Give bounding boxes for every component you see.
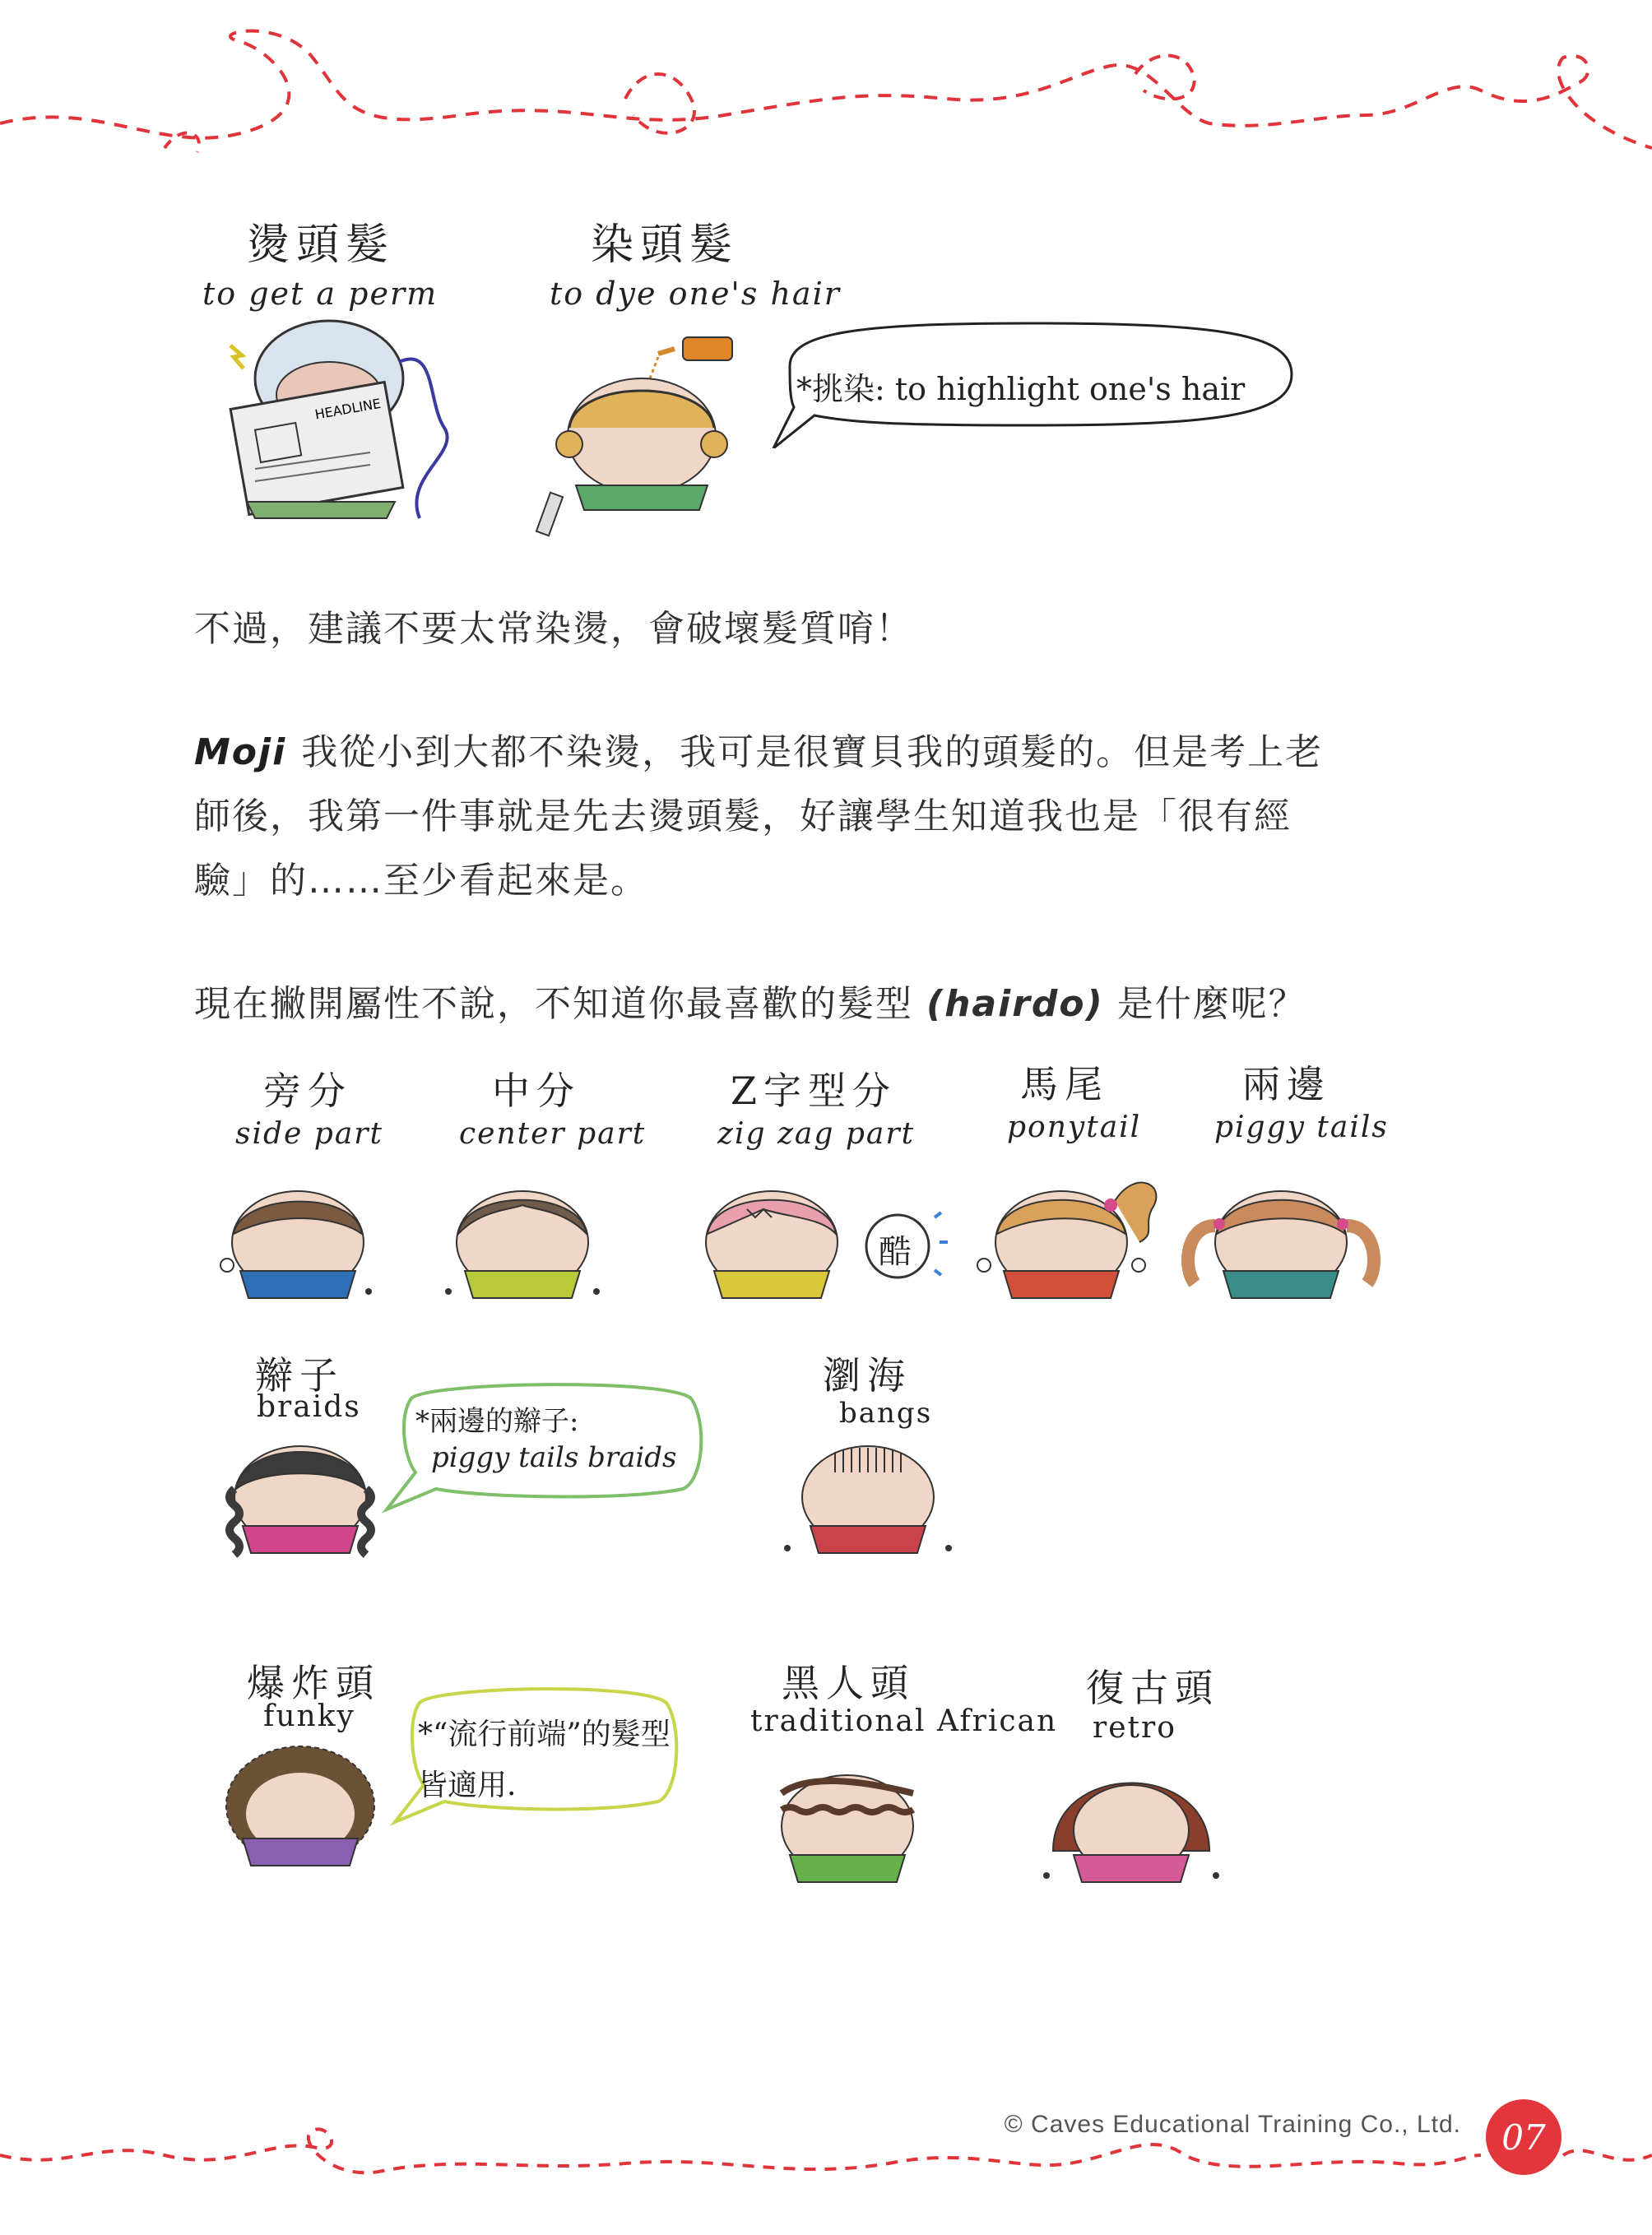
page-number-badge: 07 [1486, 2099, 1562, 2175]
bangs-chinese: 瀏海 [823, 1353, 912, 1398]
retro-figure [1037, 1752, 1226, 1892]
bangs-figure [777, 1431, 958, 1563]
african-english: traditional African [750, 1704, 1058, 1738]
braids-english: braids [257, 1390, 361, 1424]
ponytail-figure [971, 1168, 1168, 1308]
funky-speech-bubble [387, 1678, 683, 1834]
funky-bubble-line-1: *“流行前端”的髮型 [418, 1718, 671, 1751]
side-part-english: side part [235, 1117, 383, 1151]
funky-figure [206, 1727, 395, 1876]
center-part-english: center part [459, 1117, 647, 1151]
perm-illustration [206, 313, 452, 526]
dye-illustration [527, 321, 757, 543]
funky-bubble-line-2: 皆適用. [418, 1769, 517, 1802]
center-part-figure [440, 1176, 605, 1308]
copyright-text: © Caves Educational Training Co., Ltd. [1004, 2111, 1461, 2138]
hairdo-question-before: 現在撇開屬性不說，不知道你最喜歡的髮型 [194, 983, 913, 1025]
dye-chinese-label: 染頭髮 [591, 220, 740, 270]
moji-paragraph-line-2: 師後，我第一件事就是先去燙頭髮，好讓學生知道我也是「很有經 [194, 795, 1292, 837]
piggy-tails-chinese: 兩邊 [1242, 1062, 1331, 1106]
funky-english: funky [263, 1699, 355, 1733]
top-dashed-decoration [0, 0, 1652, 181]
ponytail-chinese: 馬尾 [1020, 1062, 1109, 1106]
retro-chinese: 復古頭 [1086, 1666, 1219, 1710]
braids-bubble-line-1: *兩邊的辮子: [415, 1405, 579, 1438]
piggy-tails-english: piggy tails [1214, 1111, 1389, 1144]
african-chinese: 黑人頭 [782, 1661, 915, 1705]
center-part-chinese: 中分 [492, 1069, 581, 1113]
cool-bubble-text: 酷 [879, 1233, 912, 1271]
newspaper-headline: HEADLINE [313, 395, 383, 423]
side-part-chinese: 旁分 [263, 1069, 352, 1113]
hairdo-question-after: 是什麼呢？ [1116, 983, 1306, 1025]
perm-chinese-label: 燙頭髮 [247, 220, 396, 270]
funky-chinese: 爆炸頭 [247, 1661, 380, 1705]
moji-paragraph-line-3: 驗」的……至少看起來是。 [194, 860, 648, 902]
zigzag-part-chinese: Z字型分 [731, 1069, 897, 1113]
perm-english-label: to get a perm [202, 276, 439, 312]
side-part-figure [216, 1176, 380, 1308]
retro-english: retro [1093, 1711, 1176, 1745]
moji-paragraph-line-1 [194, 721, 1323, 785]
hairdo-term: (hairdo) [926, 983, 1104, 1025]
zigzag-part-figure [689, 1176, 854, 1308]
braids-figure [206, 1423, 395, 1563]
braids-bubble-line-2: piggy tails braids [431, 1441, 677, 1474]
bangs-english: bangs [839, 1397, 933, 1430]
moji-line-1-text: 我從小到大都不染燙，我可是很寶貝我的頭髮的。但是考上老 [301, 731, 1324, 773]
zigzag-part-english: zig zag part [717, 1117, 916, 1151]
dye-english-label: to dye one's hair [550, 276, 841, 312]
african-figure [757, 1760, 938, 1892]
piggy-tails-figure [1178, 1168, 1384, 1308]
ponytail-english: ponytail [1007, 1111, 1142, 1144]
hairdo-question [194, 972, 1306, 1036]
moji-name: Moji [194, 731, 287, 773]
braids-chinese: 辮子 [255, 1353, 344, 1398]
advice-paragraph: 不過，建議不要太常染燙，會破壞髮質唷！ [194, 608, 913, 650]
highlight-bubble-text: *挑染: to highlight one's hair [796, 371, 1246, 407]
